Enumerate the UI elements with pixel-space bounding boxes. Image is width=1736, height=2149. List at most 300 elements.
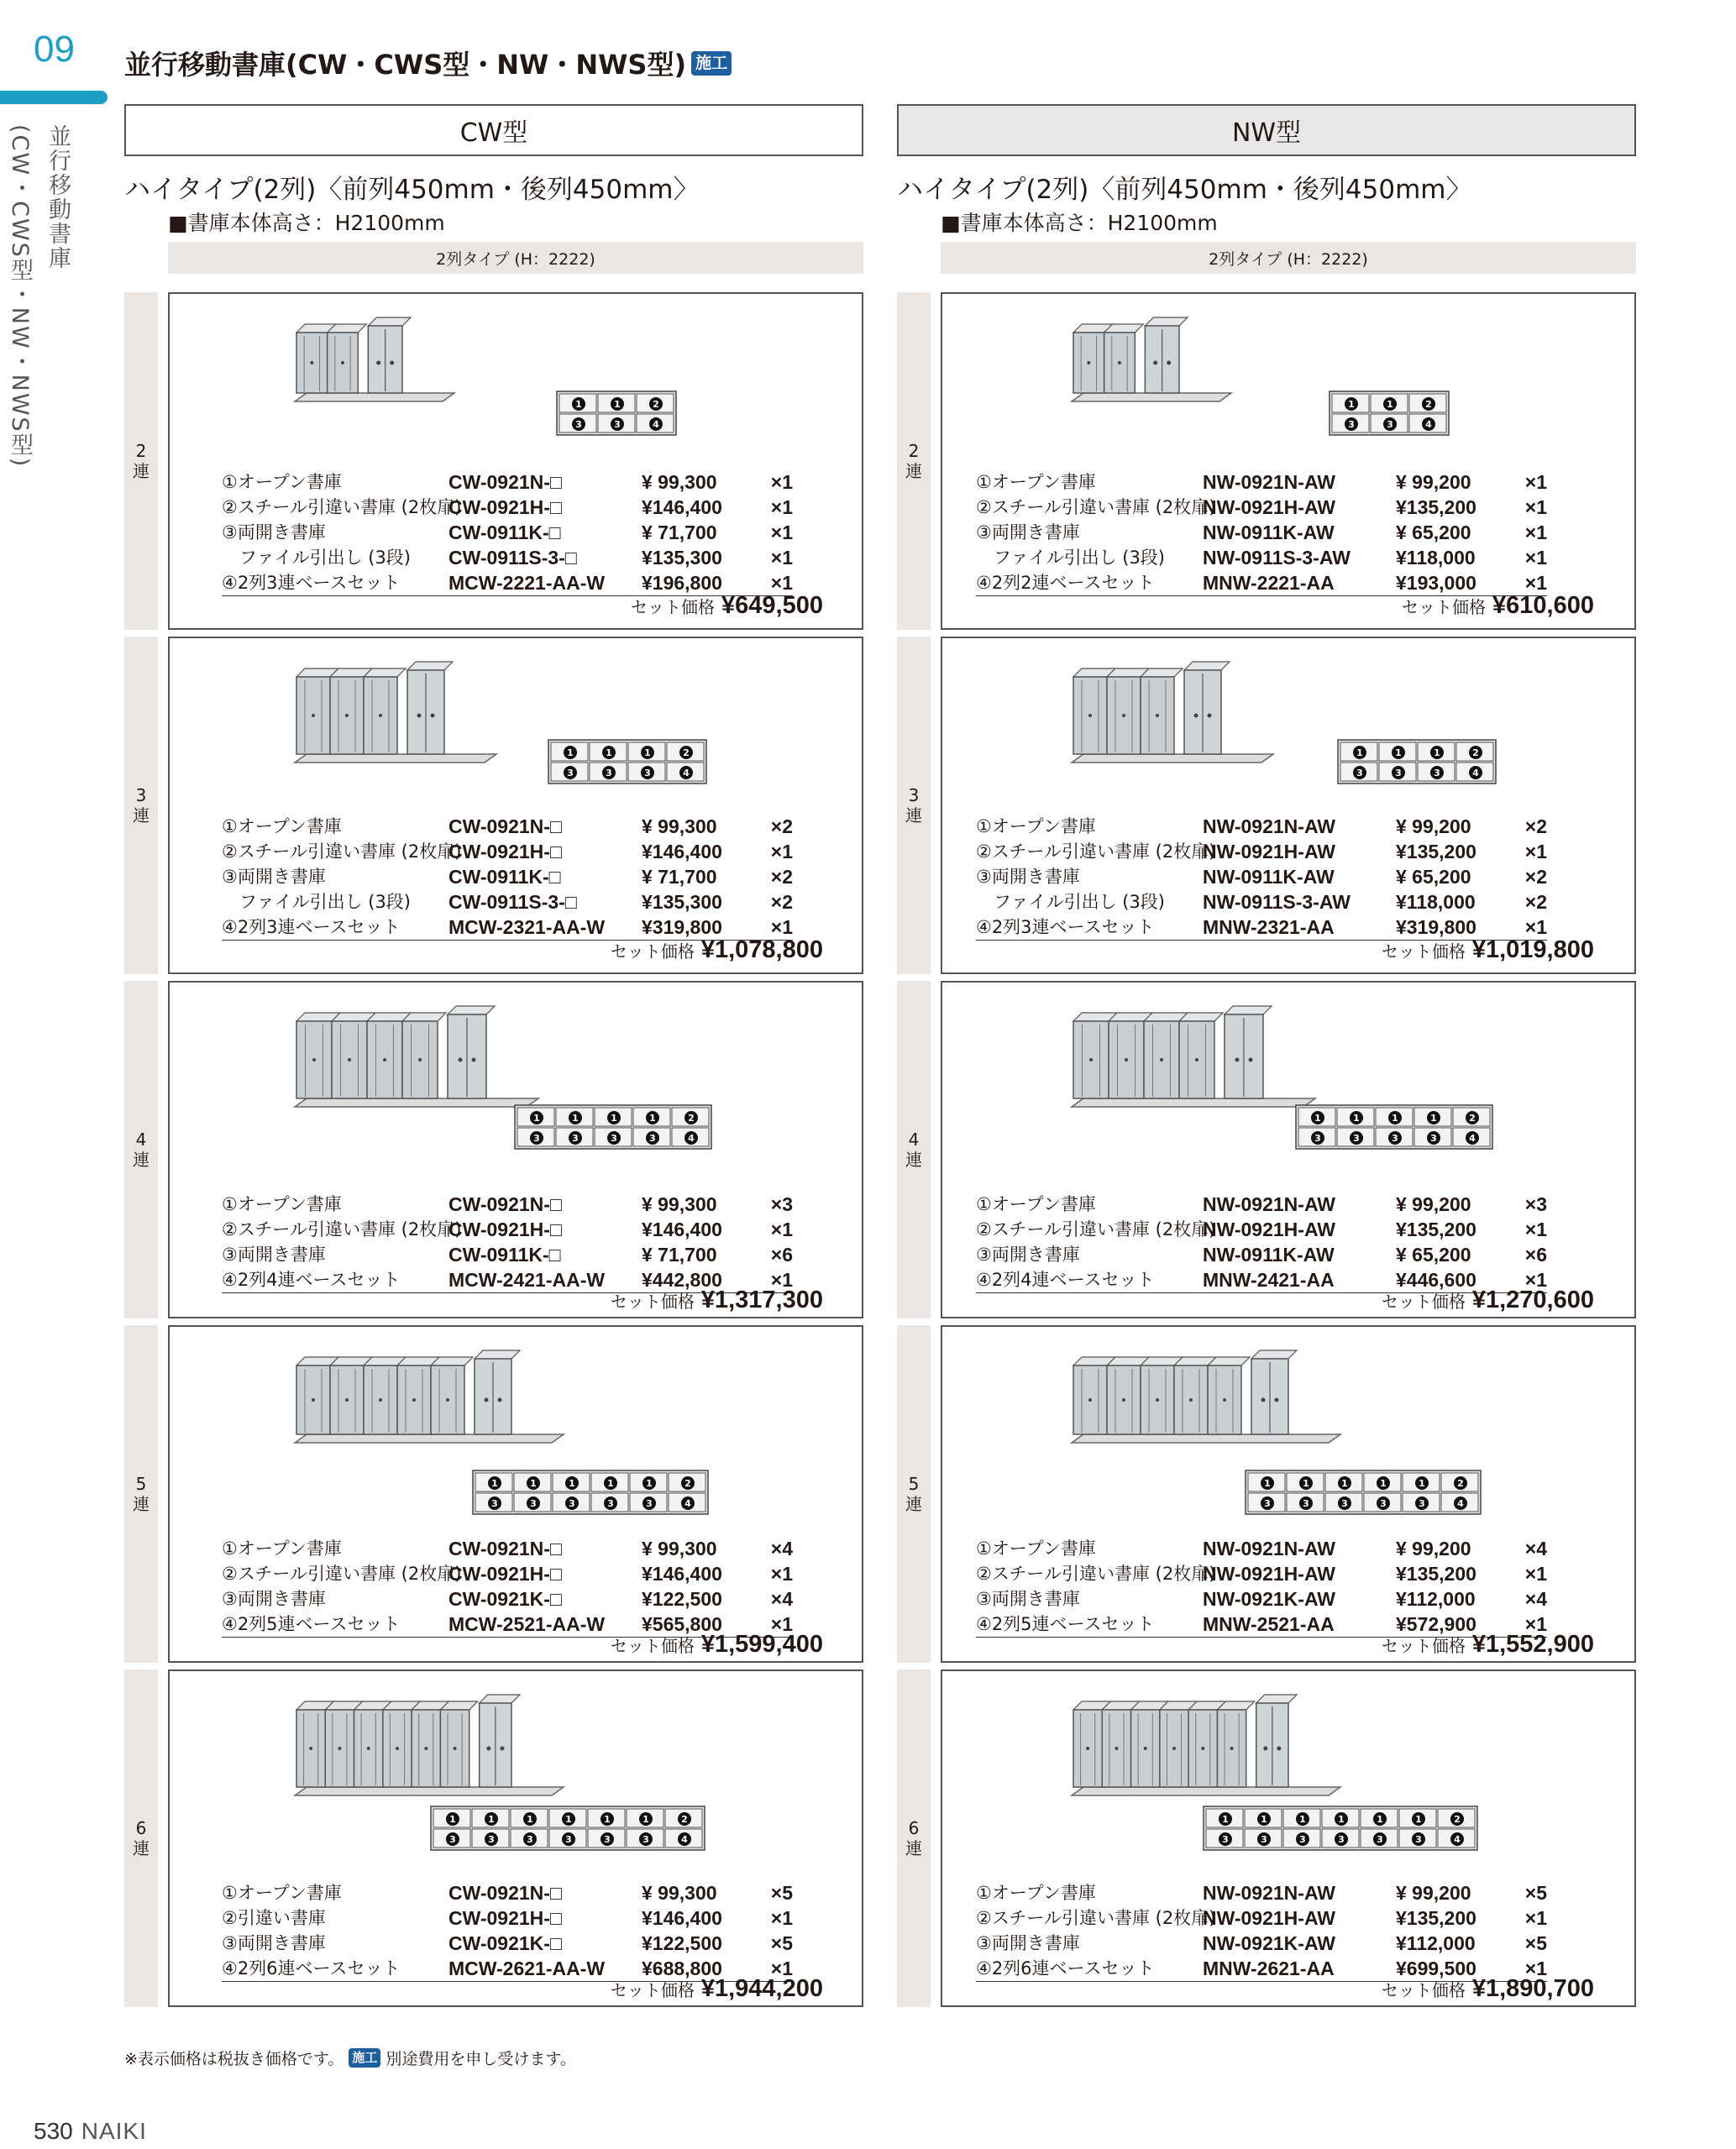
item-model: MCW-2521-AA-W: [448, 1613, 606, 1635]
open-shelf-unit: [1104, 324, 1144, 393]
cabinet-number: 1: [488, 1814, 495, 1825]
cabinet-number: 2: [683, 747, 690, 758]
brand-name: NAIKI: [81, 2118, 147, 2144]
item-name: ④2列4連ベースセット: [222, 1270, 401, 1290]
cabinet-number: 3: [1377, 1834, 1383, 1845]
page-title: [124, 44, 732, 82]
item-quantity: ×1: [1524, 1613, 1547, 1635]
item-model: MNW-2621-AA: [1203, 1958, 1335, 1979]
set-price-label: セット価格: [1381, 1636, 1466, 1656]
item-name: ④2列3連ベースセット: [222, 573, 401, 593]
item-model: NW-0911K-AW: [1203, 1244, 1335, 1266]
product-panel: [941, 1325, 1636, 1663]
item-price: ¥ 99,200: [1396, 471, 1471, 493]
page-number: 530: [34, 2118, 73, 2144]
product-panel: [941, 1669, 1636, 2007]
cabinet-number: 1: [1353, 1113, 1360, 1124]
item-name: ①オープン書庫: [976, 472, 1096, 492]
item-name: ③両開き書庫: [976, 1933, 1080, 1953]
open-shelf-unit: [1141, 668, 1183, 754]
item-quantity: ×1: [770, 1958, 793, 1979]
item-row: [976, 1587, 1547, 1612]
row-label-char: 5: [135, 1474, 147, 1494]
set-price-value: ¥1,078,800: [700, 936, 823, 963]
type-box: CW型: [124, 104, 863, 156]
set-price-label: セット価格: [610, 1636, 695, 1656]
product-panel: [941, 292, 1636, 630]
cabinet-number: 3: [1299, 1834, 1306, 1845]
set-price-label: セット価格: [610, 1980, 695, 2000]
set-price-value: ¥649,500: [721, 592, 823, 619]
sliding-door-unit: [480, 1695, 520, 1787]
layout-wrapper: [430, 1806, 705, 1854]
item-model: CW-0921H-□: [448, 841, 562, 862]
item-quantity: ×1: [1524, 496, 1547, 518]
cabinet-number: 1: [649, 1113, 656, 1124]
row-label-char: 2: [908, 441, 920, 461]
shelving-illustration: [1068, 653, 1278, 779]
layout-wrapper: [1295, 1104, 1493, 1153]
item-name: ③両開き書庫: [222, 1933, 326, 1953]
item-price: ¥ 99,300: [642, 1193, 717, 1215]
item-price: ¥118,000: [1396, 891, 1476, 913]
item-row: [976, 546, 1547, 571]
cabinet-number: 3: [575, 419, 582, 430]
cabinet-number: 4: [683, 768, 690, 778]
layout-wrapper: [556, 390, 677, 439]
item-price: ¥135,200: [1396, 1907, 1476, 1929]
item-name: ③両開き書庫: [976, 1589, 1080, 1609]
cabinet-number: 1: [1377, 1814, 1383, 1825]
cabinet-number: 1: [1303, 1478, 1309, 1489]
cabinet-number: 3: [449, 1834, 456, 1845]
cabinet-number: 4: [688, 1133, 695, 1144]
row-type-bar: 2列タイプ (H：2222): [941, 242, 1636, 274]
type-heading: ハイタイプ(2列)〈前列450mm・後列450mm〉: [897, 175, 1472, 205]
shelving-illustration: [291, 1686, 569, 1812]
item-row: [222, 1906, 793, 1931]
item-name: ④2列5連ベースセット: [976, 1614, 1155, 1634]
set-price-value: ¥1,317,300: [700, 1287, 823, 1313]
layout-diagram: [514, 1104, 712, 1150]
item-quantity: ×1: [770, 916, 793, 938]
set-price-line: [611, 1975, 823, 2003]
item-quantity: ×2: [770, 815, 793, 837]
cabinet-number: 3: [1392, 1133, 1398, 1144]
row-unit-count: [897, 1325, 931, 1663]
product-row: [124, 1325, 863, 1663]
item-model: NW-0921H-AW: [1203, 496, 1336, 518]
layout-wrapper: [1203, 1806, 1478, 1854]
layout-wrapper: [1337, 739, 1497, 788]
set-price-line: [611, 1287, 823, 1314]
item-model: NW-0921H-AW: [1203, 1563, 1336, 1585]
layout-diagram: [1295, 1104, 1493, 1150]
layout-wrapper: [1329, 390, 1450, 439]
product-row: [897, 1325, 1636, 1663]
sliding-door-unit: [1225, 1006, 1272, 1098]
item-row: [222, 495, 793, 521]
layout-wrapper: [472, 1470, 709, 1518]
cabinet-number: 1: [1380, 1478, 1387, 1489]
open-shelf-unit: [1217, 1701, 1254, 1787]
row-label-char: 4: [908, 1130, 920, 1150]
item-name: ③両開き書庫: [976, 522, 1080, 542]
item-name: ①オープン書庫: [976, 1194, 1096, 1214]
cabinet-number: 3: [1348, 419, 1355, 430]
item-price: ¥ 65,200: [1396, 866, 1471, 888]
item-model: MNW-2521-AA: [1203, 1613, 1335, 1635]
row-unit-count: [897, 292, 931, 630]
illustration-wrapper: [291, 1686, 569, 1816]
layout-diagram: [430, 1806, 705, 1851]
cabinet-number: 3: [611, 1133, 617, 1144]
item-price: ¥135,300: [642, 547, 722, 569]
item-name: ファイル引出し (3段): [222, 892, 412, 912]
row-label-char: 連: [133, 461, 149, 481]
item-price: ¥146,400: [642, 496, 722, 518]
cabinet-number: 1: [491, 1478, 498, 1489]
cabinet-number: 4: [1469, 1133, 1476, 1144]
item-price: ¥ 65,200: [1396, 1244, 1471, 1266]
item-price: ¥ 99,200: [1396, 1538, 1471, 1559]
set-price-label: セット価格: [1381, 1980, 1466, 2000]
item-name: ファイル引出し (3段): [976, 548, 1166, 568]
illustration-wrapper: [291, 998, 543, 1127]
item-quantity: ×5: [1524, 1932, 1547, 1954]
item-list: [976, 1537, 1547, 1638]
row-label-char: 3: [908, 785, 920, 805]
item-name: ②スチール引違い書庫 (2枚扉): [222, 497, 462, 517]
item-row: [976, 1906, 1547, 1931]
cabinet-number: 3: [565, 1834, 572, 1845]
cabinet-number: 1: [1261, 1814, 1267, 1825]
item-row: [976, 1537, 1547, 1562]
item-quantity: ×1: [1524, 547, 1547, 569]
cabinet-number: 3: [1356, 768, 1363, 778]
item-model: CW-0921H-□: [448, 1563, 562, 1585]
item-name: ①オープン書庫: [976, 1538, 1096, 1559]
cabinet-number: 1: [569, 1478, 575, 1489]
cabinet-number: 1: [1415, 1814, 1422, 1825]
set-price-label: セット価格: [631, 597, 716, 617]
set-price-label: セット価格: [1402, 597, 1487, 617]
item-model: CW-0921N-□: [448, 471, 562, 493]
item-quantity: ×1: [770, 547, 793, 569]
item-quantity: ×1: [770, 1563, 793, 1585]
item-list: [976, 470, 1547, 596]
shelving-illustration: [291, 998, 543, 1124]
item-quantity: ×1: [770, 841, 793, 862]
construction-badge-small: 施工: [349, 2048, 380, 2068]
set-price-line: [1382, 936, 1594, 964]
cabinet-number: 1: [530, 1478, 537, 1489]
cabinet-number: 3: [527, 1834, 533, 1845]
item-name: ②スチール引違い書庫 (2枚扉): [976, 1908, 1216, 1928]
open-shelf-unit: [440, 1701, 477, 1787]
illustration-wrapper: [1068, 1342, 1345, 1463]
cabinet-number: 3: [607, 1498, 614, 1509]
item-row: [976, 1931, 1547, 1957]
cabinet-number: 1: [1430, 1113, 1437, 1124]
item-quantity: ×1: [770, 496, 793, 518]
item-row: [976, 1218, 1547, 1243]
item-price: ¥ 99,300: [642, 1538, 717, 1559]
item-model: MCW-2621-AA-W: [448, 1958, 606, 1979]
item-model: MCW-2321-AA-W: [448, 916, 606, 938]
cabinet-number: 1: [646, 1478, 653, 1489]
item-row: [976, 495, 1547, 521]
page-title-text: 並行移動書庫(CW・CWS型・NW・NWS型): [124, 49, 687, 81]
set-price-label: セット価格: [610, 941, 695, 962]
item-name: ④2列6連ベースセット: [976, 1958, 1155, 1979]
set-price-line: [631, 592, 823, 620]
product-panel: [168, 1669, 863, 2007]
sliding-door-unit: [475, 1350, 520, 1434]
open-shelf-unit: [328, 324, 367, 393]
cabinet-number: 3: [567, 768, 574, 778]
cabinet-number: 1: [604, 1814, 611, 1825]
set-price-line: [611, 1631, 823, 1659]
open-shelf-unit: [1179, 1013, 1223, 1098]
cabinet-number: 1: [533, 1113, 540, 1124]
sliding-door-unit: [448, 1006, 495, 1098]
item-quantity: ×1: [770, 522, 793, 543]
item-row: [222, 1931, 793, 1957]
cabinet-number: 1: [449, 1814, 456, 1825]
item-price: ¥319,800: [642, 916, 722, 938]
row-unit-count: [124, 1325, 158, 1663]
cabinet-number: 3: [1395, 768, 1402, 778]
row-label-char: 連: [133, 1494, 149, 1514]
illustration-wrapper: [1068, 309, 1236, 422]
item-price: ¥146,400: [642, 1907, 722, 1929]
row-label-char: 6: [908, 1818, 920, 1838]
layout-wrapper: [548, 739, 707, 788]
item-price: ¥ 99,300: [642, 471, 717, 493]
item-name: ①オープン書庫: [976, 1883, 1096, 1903]
item-model: CW-0921K-□: [448, 1932, 562, 1954]
item-model: NW-0921H-AW: [1203, 1219, 1336, 1240]
item-quantity: ×1: [1524, 522, 1547, 543]
cabinet-number: 4: [684, 1498, 691, 1509]
item-quantity: ×2: [1524, 866, 1547, 888]
illustration-wrapper: [291, 1342, 569, 1463]
item-quantity: ×1: [1524, 1563, 1547, 1585]
product-row: [124, 981, 863, 1318]
row-type-bar: 2列タイプ (H：2222): [168, 242, 863, 274]
cabinet-number: 3: [488, 1834, 495, 1845]
cabinet-number: 3: [606, 768, 612, 778]
cabinet-number: 1: [614, 399, 621, 410]
item-quantity: ×4: [1524, 1538, 1547, 1559]
item-price: ¥ 99,200: [1396, 815, 1471, 837]
item-name: ②引違い書庫: [222, 1908, 326, 1928]
item-row: [976, 470, 1547, 495]
item-model: NW-0921K-AW: [1203, 1588, 1336, 1610]
product-panel: [168, 292, 863, 630]
item-row: [976, 1562, 1547, 1587]
item-price: ¥ 65,200: [1396, 522, 1471, 543]
item-model: NW-0911K-AW: [1203, 522, 1335, 543]
illustration-wrapper: [1068, 998, 1320, 1127]
type-heading: ハイタイプ(2列)〈前列450mm・後列450mm〉: [124, 175, 700, 205]
item-model: CW-0911S-3-□: [448, 547, 577, 569]
item-model: MNW-2421-AA: [1203, 1269, 1335, 1291]
cabinet-number: 3: [1380, 1498, 1387, 1509]
item-model: NW-0911S-3-AW: [1203, 891, 1351, 913]
item-model: NW-0921K-AW: [1203, 1932, 1336, 1954]
item-list: [976, 1192, 1547, 1293]
item-name: ②スチール引違い書庫 (2枚扉): [222, 841, 462, 862]
set-price-value: ¥610,600: [1492, 592, 1594, 619]
item-name: ③両開き書庫: [976, 867, 1080, 887]
product-row: [124, 1669, 863, 2007]
row-label-char: 6: [135, 1818, 147, 1838]
sliding-door-unit: [1256, 1695, 1297, 1787]
cabinet-number: 3: [530, 1498, 537, 1509]
item-name: ②スチール引違い書庫 (2枚扉): [976, 841, 1216, 862]
cabinet-number: 1: [1419, 1478, 1425, 1489]
item-price: ¥146,400: [642, 841, 722, 862]
cabinet-number: 2: [1425, 399, 1432, 410]
item-price: ¥135,300: [642, 891, 722, 913]
item-quantity: ×1: [1524, 1269, 1547, 1291]
row-unit-count: [897, 637, 931, 974]
item-name: ③両開き書庫: [222, 1245, 326, 1265]
cabinet-number: 1: [1392, 1113, 1398, 1124]
item-model: CW-0921H-□: [448, 496, 562, 518]
item-name: ④2列4連ベースセット: [976, 1270, 1155, 1290]
cabinet-number: 1: [1434, 747, 1440, 758]
product-row: [124, 292, 863, 630]
item-row: [222, 1218, 793, 1243]
item-model: NW-0921N-AW: [1203, 815, 1336, 837]
row-label-char: 5: [908, 1474, 920, 1494]
item-quantity: ×3: [770, 1193, 793, 1215]
item-price: ¥319,800: [1396, 916, 1476, 938]
item-quantity: ×3: [1524, 1193, 1547, 1215]
item-model: MNW-2321-AA: [1203, 916, 1335, 938]
item-quantity: ×1: [770, 1219, 793, 1240]
item-row: [976, 890, 1547, 915]
cabinet-number: 3: [1430, 1133, 1437, 1144]
row-label-char: 3: [135, 785, 147, 805]
item-name: ④2列3連ベースセット: [976, 917, 1155, 937]
cabinet-number: 2: [653, 399, 659, 410]
cabinet-number: 3: [1303, 1498, 1309, 1509]
illustration-wrapper: [1068, 1686, 1345, 1816]
product-panel: [941, 637, 1636, 974]
item-name: ③両開き書庫: [222, 522, 326, 542]
item-quantity: ×1: [770, 1269, 793, 1291]
row-label-char: 連: [905, 1494, 922, 1514]
side-label-line-2: (CW・CWS型・NW・NWS型): [7, 124, 33, 469]
cabinet-number: 1: [575, 399, 582, 410]
cabinet-number: 1: [1222, 1814, 1229, 1825]
product-panel: [168, 637, 863, 974]
item-row: [976, 1192, 1547, 1218]
item-model: CW-0911K-□: [448, 1244, 561, 1266]
cabinet-number: 1: [1338, 1814, 1345, 1825]
row-label-char: 連: [905, 461, 922, 481]
cabinet-number: 3: [1434, 768, 1440, 778]
item-list: [222, 1881, 793, 1982]
item-model: NW-0911K-AW: [1203, 866, 1335, 888]
item-quantity: ×1: [1524, 1907, 1547, 1929]
item-model: CW-0911S-3-□: [448, 891, 577, 913]
item-quantity: ×1: [1524, 1219, 1547, 1240]
cabinet-number: 3: [646, 1498, 653, 1509]
set-price-line: [611, 936, 823, 964]
cabinet-number: 4: [653, 419, 659, 430]
row-unit-count: [124, 637, 158, 974]
illustration-wrapper: [291, 653, 501, 783]
sliding-door-unit: [368, 317, 411, 393]
item-price: ¥122,500: [642, 1588, 722, 1610]
set-price-value: ¥1,599,400: [700, 1631, 823, 1658]
sliding-door-unit: [1184, 662, 1230, 754]
item-row: [222, 1537, 793, 1562]
shelving-illustration: [1068, 998, 1320, 1124]
item-row: [222, 521, 793, 546]
shelving-illustration: [1068, 1686, 1345, 1812]
item-row: [222, 815, 793, 840]
item-name: ②スチール引違い書庫 (2枚扉): [222, 1219, 462, 1240]
item-quantity: ×4: [770, 1538, 793, 1559]
layout-wrapper: [514, 1104, 712, 1153]
shelving-illustration: [291, 1342, 569, 1460]
item-model: CW-0911K-□: [448, 522, 561, 543]
cabinet-number: 2: [1454, 1814, 1461, 1825]
cabinet-number: 3: [1222, 1834, 1229, 1845]
item-row: [222, 546, 793, 571]
item-model: NW-0911S-3-AW: [1203, 547, 1351, 569]
item-quantity: ×5: [1524, 1882, 1547, 1904]
cw-column: [124, 104, 863, 2002]
item-name: ④2列3連ベースセット: [222, 917, 401, 937]
cabinet-number: 4: [1457, 1498, 1464, 1509]
chapter-tab-bar: [0, 91, 108, 104]
item-quantity: ×1: [1524, 1958, 1547, 1979]
cabinet-number: 3: [569, 1498, 575, 1509]
item-row: [222, 1881, 793, 1906]
item-quantity: ×1: [1524, 572, 1547, 594]
item-quantity: ×1: [1524, 841, 1547, 862]
item-name: ①オープン書庫: [222, 472, 342, 492]
item-list: [976, 815, 1547, 941]
cabinet-number: 4: [681, 1834, 688, 1845]
item-model: NW-0921H-AW: [1203, 1907, 1336, 1929]
item-row: [222, 1587, 793, 1612]
item-price: ¥ 71,700: [642, 1244, 717, 1266]
illustration-wrapper: [1068, 653, 1278, 783]
set-price-value: ¥1,944,200: [700, 1975, 823, 2002]
item-model: MCW-2421-AA-W: [448, 1269, 606, 1291]
item-name: ①オープン書庫: [222, 1194, 342, 1214]
construction-badge: 施工: [691, 51, 732, 76]
layout-diagram: [1337, 739, 1497, 784]
cabinet-number: 1: [1356, 747, 1363, 758]
row-unit-count: [897, 1669, 931, 2007]
item-name: ④2列2連ベースセット: [976, 573, 1155, 593]
item-quantity: ×6: [1524, 1244, 1547, 1266]
row-label-char: 連: [133, 1838, 149, 1858]
item-quantity: ×1: [770, 1907, 793, 1929]
cabinet-number: 4: [1425, 419, 1432, 430]
sliding-door-unit: [1145, 317, 1188, 393]
footnote-text: ※表示価格は税抜き価格です。: [124, 2050, 344, 2068]
